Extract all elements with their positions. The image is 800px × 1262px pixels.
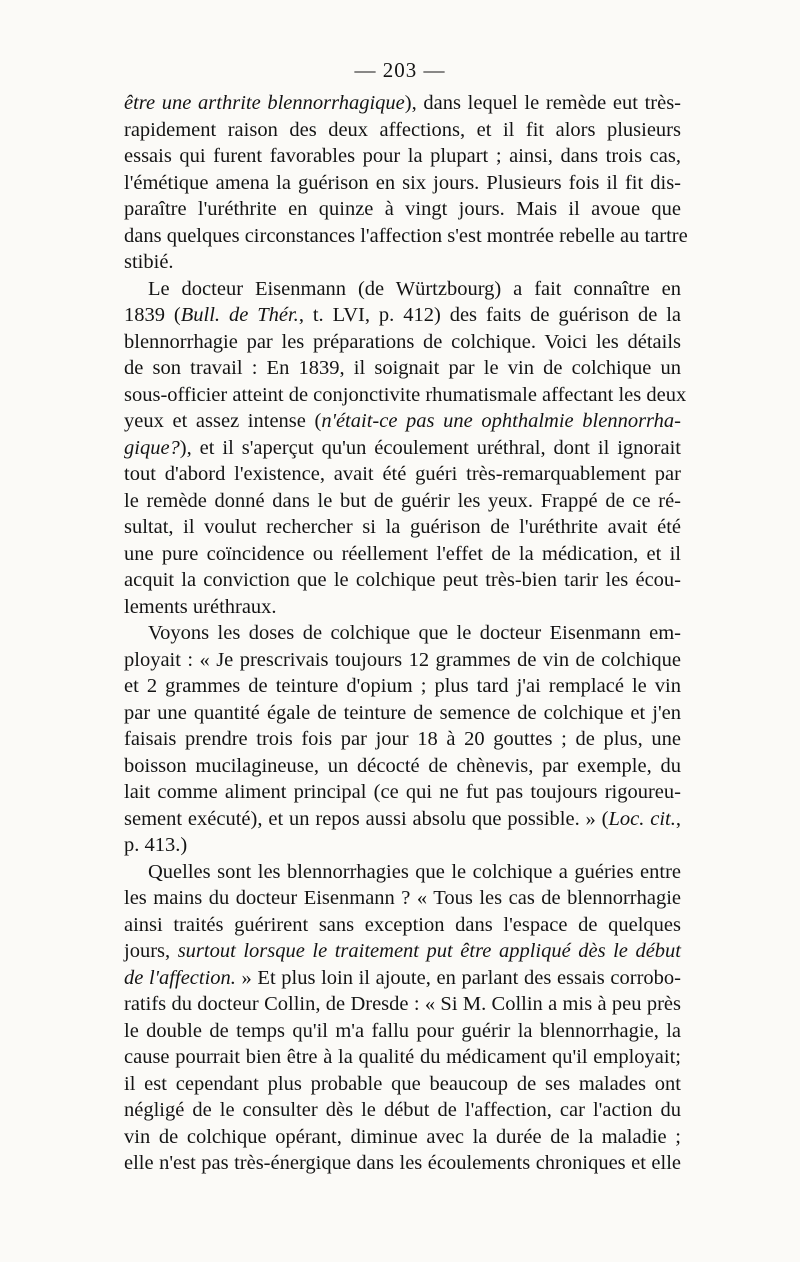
text-line <box>124 276 681 303</box>
text-line <box>124 196 681 223</box>
text-segment: ratifs du docteur Collin, de Dresde : « Si M. Collin a mis à peu près <box>124 993 681 1015</box>
text-segment: faisais prendre trois fois par jour 18 à 20 gouttes ; de plus, une <box>124 728 681 750</box>
text-line <box>124 726 681 753</box>
text-line <box>124 435 681 462</box>
text-segment: par une quantité égale de teinture de semence de colchique et j'en <box>124 701 681 724</box>
text-line <box>124 329 681 356</box>
text-line <box>124 223 688 250</box>
text-line <box>124 541 681 568</box>
text-segment: lait comme aliment principal (ce qui ne fut pas toujours rigoureu- <box>124 781 681 803</box>
text-segment: p. 413.) <box>124 834 188 856</box>
page-number: — 203 — <box>354 58 446 82</box>
text-line <box>124 488 681 515</box>
text-line <box>124 700 681 727</box>
text-segment: ainsi traités guérirent sans exception dans l'espace de quelques <box>124 913 681 936</box>
text-segment: , t. LVI, p. 412) des faits de guérison de la <box>298 304 682 326</box>
text-line <box>124 885 681 912</box>
text-segment: lements uréthraux. <box>124 595 277 618</box>
text-line <box>124 806 681 833</box>
text-segment: » Et plus loin il ajoute, en parlant des essais corrobo- <box>235 966 681 989</box>
text-line <box>124 249 681 276</box>
text-segment: dans quelques circonstances l'affection s'est montrée rebelle au tartre <box>124 224 688 247</box>
text-line <box>124 461 681 488</box>
text-line <box>124 620 681 647</box>
text-line <box>124 938 681 965</box>
text-segment: Voyons les doses de colchique que le docteur Eisenmann em- <box>148 622 681 644</box>
italic-segment: Bull. de Thér. <box>180 304 299 326</box>
text-segment: sous-officier atteint de conjonctivite rhumatismale affectant les deux <box>124 383 687 406</box>
text-line <box>124 90 681 117</box>
text-segment: Quelles sont les blennorrhagies que le colchique a guéries entre <box>148 860 681 883</box>
text-line <box>124 117 681 144</box>
text-segment: stibié. <box>124 251 174 273</box>
text-line <box>124 1150 681 1177</box>
text-segment: les mains du docteur Eisenmann ? « Tous les cas de blennorrhagie <box>124 887 681 909</box>
text-segment: négligé de le consulter dès le début de l'affection, car l'action du <box>124 1099 681 1121</box>
text-segment: Le docteur Eisenmann (de Würtzbourg) a fait connaître en <box>148 277 681 300</box>
text-segment: une pure coïncidence ou réellement l'effet de la médication, et il <box>124 542 681 565</box>
text-line <box>124 302 681 329</box>
text-segment: sement exécuté), et un repos aussi absolu que possible. » ( <box>124 807 609 830</box>
text-segment: ), et il s'aperçut qu'un écoulement uréthral, dont il ignorait <box>179 436 681 459</box>
text-segment: de son travail : En 1839, il soignait par le vin de colchique un <box>124 357 681 379</box>
text-segment: elle n'est pas très-énergique dans les écoulements chroniques et elle <box>124 1152 681 1174</box>
text-segment: ), dans lequel le remède eut très- <box>404 92 681 114</box>
text-segment: yeux et assez intense ( <box>124 410 322 432</box>
text-segment: 1839 ( <box>124 304 181 326</box>
text-segment: sultat, il voulut rechercher si la guérison de l'uréthrite avait été <box>124 516 681 538</box>
italic-segment: de l'affection. <box>124 966 236 989</box>
text-line <box>124 779 681 806</box>
text-line <box>124 753 681 780</box>
text-segment: essais qui furent favorables pour la plupart ; ainsi, dans trois cas, <box>124 145 681 167</box>
italic-segment: être une arthrite blennorrhagique <box>124 92 405 114</box>
text-line <box>124 965 681 992</box>
text-line <box>124 859 681 886</box>
text-segment: cause pourrait bien être à la qualité du médicament qu'il employait; <box>124 1046 681 1068</box>
text-line <box>124 1071 681 1098</box>
text-line <box>124 170 681 197</box>
text-segment: ployait : « Je prescrivais toujours 12 grammes de vin de colchique <box>124 648 681 671</box>
italic-segment: gique? <box>124 436 180 459</box>
text-line <box>124 832 681 859</box>
text-segment: le double de temps qu'il m'a fallu pour guérir la blennorrhagie, la <box>124 1019 681 1042</box>
text-line <box>124 143 681 170</box>
text-line <box>124 647 681 674</box>
text-segment: l'émétique amena la guérison en six jours. Plusieurs fois il fit dis- <box>124 171 681 194</box>
text-line <box>124 382 687 409</box>
text-line <box>124 1018 681 1045</box>
italic-segment: n'était-ce pas une ophthalmie blennorrha- <box>321 410 681 432</box>
text-segment: boisson mucilagineuse, un décocté de chènevis, par exemple, du <box>124 754 681 777</box>
text-segment: acquit la conviction que le colchique peut très-bien tarir les écou- <box>124 569 681 591</box>
text-line <box>124 1124 681 1151</box>
text-line <box>124 594 681 621</box>
text-line <box>124 567 681 594</box>
italic-segment: Loc. cit. <box>608 807 676 830</box>
text-line <box>124 673 681 700</box>
text-segment: le remède donné dans le but de guérir les yeux. Frappé de ce ré- <box>124 489 681 512</box>
text-segment: il est cependant plus probable que beaucoup de ses malades ont <box>124 1072 681 1095</box>
italic-segment: surtout lorsque le traitement put être appliqué dès le début <box>177 940 682 962</box>
body-text <box>124 90 688 1177</box>
text-segment: vin de colchique opérant, diminue avec la durée de la maladie ; <box>124 1125 681 1148</box>
text-segment: tout d'abord l'existence, avait été guéri très-remarquablement par <box>124 463 681 485</box>
text-segment: rapidement raison des deux affections, et il fit alors plusieurs <box>124 118 681 141</box>
text-segment: paraître l'uréthrite en quinze à vingt jours. Mais il avoue que <box>124 198 681 220</box>
text-line <box>124 1097 681 1124</box>
text-line <box>124 991 681 1018</box>
text-line <box>124 355 681 382</box>
text-line <box>124 408 681 435</box>
text-line <box>124 514 681 541</box>
text-segment: jours, <box>124 940 178 962</box>
text-line <box>124 1044 681 1071</box>
text-segment: blennorrhagie par les préparations de colchique. Voici les détails <box>124 330 681 353</box>
text-line <box>124 912 681 939</box>
text-segment: , <box>675 807 681 830</box>
text-segment: et 2 grammes de teinture d'opium ; plus tard j'ai remplacé le vin <box>124 675 681 697</box>
